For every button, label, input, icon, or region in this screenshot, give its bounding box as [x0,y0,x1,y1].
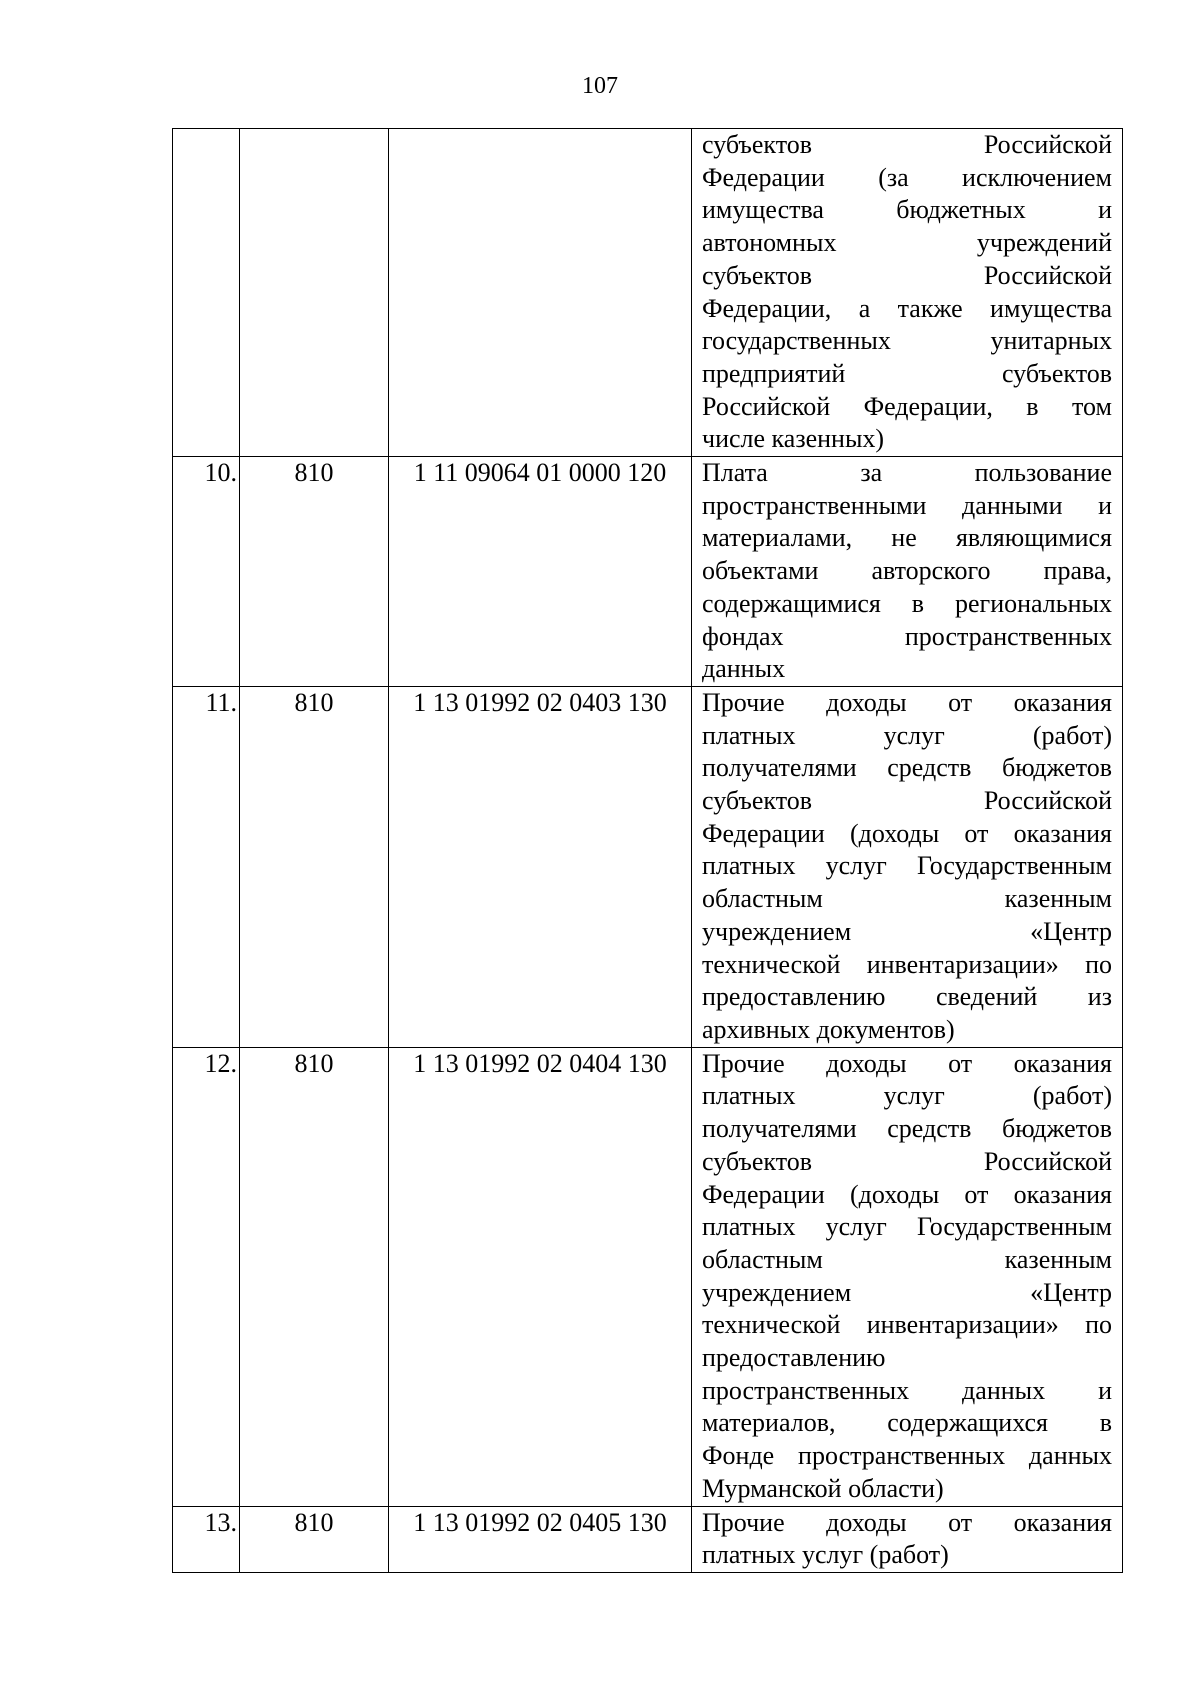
revenue-name-line: Федерации, а также имущества [702,293,1112,323]
revenue-name-line: Фонде пространственных данных [702,1441,1112,1471]
revenue-name-cell [692,129,1123,457]
revenue-name-line: платных услуг (работ) [702,1081,1112,1111]
table-row [173,457,1123,687]
revenue-name-cell [692,457,1123,687]
revenue-name-line: субъектов Российской [702,260,1112,290]
budget-code-cell: 1 13 01992 02 0404 130 [389,1047,692,1506]
admin-code-cell: 810 [240,457,389,687]
revenue-name-line: Мурманской области) [702,1473,944,1503]
table-row [173,1506,1123,1572]
admin-code-cell: 810 [240,1047,389,1506]
revenue-name-line: Российской Федерации, в том [702,391,1112,421]
revenue-name-line: предоставлению [702,1343,886,1373]
revenue-codes-table [172,128,1123,1573]
revenue-name-line: данных [702,654,786,684]
budget-code-cell: 1 13 01992 02 0403 130 [389,686,692,1047]
row-number-cell: 13. [173,1506,240,1572]
table-row [173,129,1123,457]
revenue-name-line: Прочие доходы от оказания [702,1048,1112,1078]
row-number-cell: 10. [173,457,240,687]
revenue-name-line: содержащимися в региональных [702,588,1112,618]
revenue-name-line: пространственными данными и [702,490,1112,520]
revenue-name-line: учреждением «Центр [702,1277,1112,1307]
revenue-name-line: платных услуг (работ) [702,1540,949,1570]
revenue-name-line: технической инвентаризации» по [702,949,1112,979]
budget-code-cell: 1 11 09064 01 0000 120 [389,457,692,687]
revenue-name-line: субъектов Российской [702,130,1112,159]
budget-code-cell [389,129,692,457]
revenue-name-line: Федерации (доходы от оказания [702,1179,1112,1209]
row-number-cell: 12. [173,1047,240,1506]
admin-code-cell [240,129,389,457]
revenue-name-line: предприятий субъектов [702,358,1112,388]
row-number-cell: 11. [173,686,240,1047]
revenue-name-line: материалов, содержащихся в [702,1408,1112,1438]
revenue-name-line: технической инвентаризации» по [702,1310,1112,1340]
revenue-name-line: получателями средств бюджетов [702,1114,1112,1144]
revenue-name-line: Федерации (за исключением [702,162,1112,192]
revenue-name-line: фондах пространственных [702,621,1112,651]
revenue-name-line: предоставлению сведений из [702,982,1112,1012]
revenue-name-line: объектами авторского права, [702,556,1112,586]
revenue-name-cell [692,1506,1123,1572]
revenue-name-line: платных услуг Государственным [702,851,1112,881]
revenue-name-line: Плата за пользование [702,458,1112,488]
admin-code-cell: 810 [240,1506,389,1572]
revenue-name-line: Федерации (доходы от оказания [702,818,1112,848]
revenue-name-line: Прочие доходы от оказания [702,687,1112,717]
admin-code-cell: 810 [240,686,389,1047]
revenue-name-line: учреждением «Центр [702,916,1112,946]
table-row [173,1047,1123,1506]
revenue-name-cell [692,686,1123,1047]
revenue-name-line: областным казенным [702,1244,1112,1274]
budget-code-cell: 1 13 01992 02 0405 130 [389,1506,692,1572]
revenue-name-line: получателями средств бюджетов [702,753,1112,783]
revenue-name-cell [692,1047,1123,1506]
revenue-name-line: имущества бюджетных и [702,195,1112,225]
revenue-name-line: пространственных данных и [702,1375,1112,1405]
revenue-name-line: Прочие доходы от оказания [702,1507,1112,1537]
revenue-name-line: платных услуг Государственным [702,1212,1112,1242]
revenue-name-line: областным казенным [702,884,1112,914]
revenue-name-line: автономных учреждений [702,228,1112,258]
revenue-name-line: материалами, не являющимися [702,523,1112,553]
revenue-name-line: платных услуг (работ) [702,720,1112,750]
revenue-name-line: государственных унитарных [702,326,1112,356]
revenue-name-line: субъектов Российской [702,1146,1112,1176]
revenue-name-line: архивных документов) [702,1014,955,1044]
table-row [173,686,1123,1047]
page-number: 107 [582,73,618,99]
table-body [173,129,1123,1573]
row-number-cell [173,129,240,457]
revenue-name-line: числе казенных) [702,424,885,454]
revenue-name-line: субъектов Российской [702,786,1112,816]
